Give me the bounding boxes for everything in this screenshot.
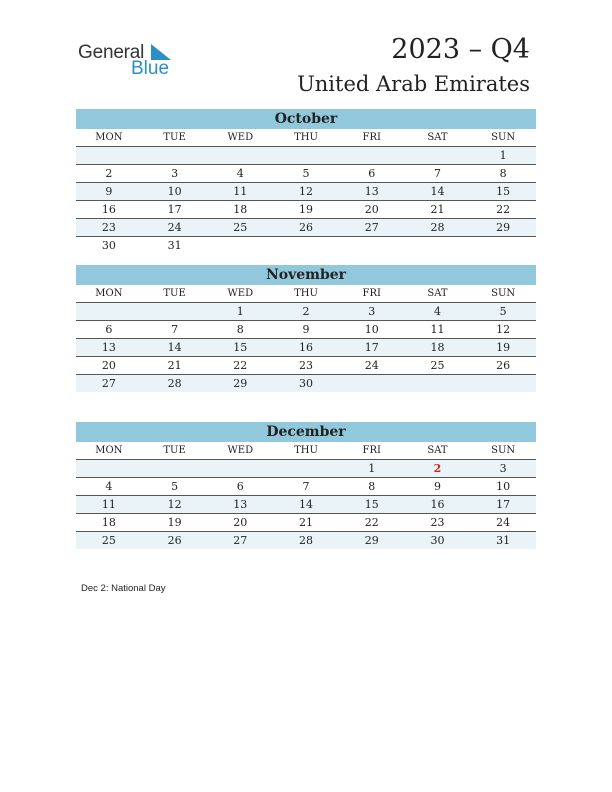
day-cell: 5 [302,167,310,180]
page-title: 2023 – Q4 [391,34,530,65]
day-cell: 10 [167,185,182,198]
day-cell: 3 [368,305,376,318]
day-cell [142,460,208,477]
weekday-label: WED [227,132,254,143]
week-row [76,147,536,165]
week-row [76,201,536,219]
day-cell: 6 [368,167,376,180]
day-cell: 18 [430,341,445,354]
day-cell: 27 [364,221,379,234]
day-cell: 21 [430,203,445,216]
week-row [76,532,536,549]
weekday-label: TUE [163,445,186,456]
weekday-label: THU [294,288,318,299]
day-cell: 8 [236,323,244,336]
day-cell [405,147,471,164]
day-cell [405,375,471,392]
day-cell: 13 [233,498,248,511]
day-cell [207,460,273,477]
weekday-label: TUE [163,132,186,143]
generalblue-logo [78,40,188,80]
day-cell: 27 [101,377,116,390]
day-cell: 2 [105,167,113,180]
day-cell: 14 [430,185,445,198]
day-cell: 26 [496,359,511,372]
day-cell: 1 [499,149,507,162]
weekday-label: THU [294,445,318,456]
week-row [76,460,536,478]
day-cell: 18 [101,516,116,529]
day-cell: 12 [496,323,511,336]
day-cell [470,237,536,254]
day-cell: 6 [105,323,113,336]
day-cell: 9 [433,480,441,493]
weekday-label: SAT [427,445,448,456]
day-cell: 7 [433,167,441,180]
holiday-day-cell: 2 [433,462,442,475]
day-cell: 30 [101,239,116,252]
day-cell: 25 [430,359,445,372]
day-cell [273,147,339,164]
day-cell [273,460,339,477]
day-cell: 12 [299,185,314,198]
day-cell: 13 [364,185,379,198]
day-cell: 1 [236,305,244,318]
day-cell: 10 [496,480,511,493]
day-cell: 20 [364,203,379,216]
month-title: December [76,422,536,442]
day-cell: 12 [167,498,182,511]
day-cell: 9 [302,323,310,336]
month-october [76,109,536,254]
weekday-label: MON [95,445,123,456]
month-november [76,265,536,392]
day-cell: 5 [499,305,507,318]
weekday-header-row [76,285,536,303]
day-cell: 22 [496,203,511,216]
day-cell: 13 [101,341,116,354]
day-cell: 24 [167,221,182,234]
country-subtitle: United Arab Emirates [297,72,530,96]
day-cell [470,375,536,392]
day-cell: 22 [233,359,248,372]
day-cell: 16 [299,341,314,354]
week-row [76,321,536,339]
weekday-header-row [76,129,536,147]
week-row [76,165,536,183]
day-cell: 31 [167,239,182,252]
day-cell: 9 [105,185,113,198]
day-cell: 6 [236,480,244,493]
day-cell: 4 [236,167,244,180]
day-cell: 2 [302,305,310,318]
day-cell: 29 [233,377,248,390]
day-cell: 19 [496,341,511,354]
day-cell: 20 [233,516,248,529]
weekday-label: SUN [491,445,516,456]
day-cell [207,147,273,164]
day-cell: 7 [171,323,179,336]
week-row [76,303,536,321]
weekday-label: WED [227,445,254,456]
weekday-label: SUN [491,132,516,143]
day-cell: 15 [496,185,511,198]
week-row [76,514,536,532]
day-cell: 5 [171,480,179,493]
weekday-label: MON [95,132,123,143]
weekday-label: WED [227,288,254,299]
day-cell: 26 [167,534,182,547]
day-cell: 17 [496,498,511,511]
day-cell: 17 [364,341,379,354]
day-cell: 17 [167,203,182,216]
day-cell [273,237,339,254]
logo-text-blue: Blue [131,58,170,79]
day-cell: 21 [299,516,314,529]
day-cell: 29 [496,221,511,234]
day-cell: 28 [430,221,445,234]
weekday-label: FRI [362,132,381,143]
day-cell: 15 [364,498,379,511]
weekday-label: SUN [491,288,516,299]
day-cell: 15 [233,341,248,354]
week-row [76,496,536,514]
week-row [76,183,536,201]
day-cell: 19 [167,516,182,529]
day-cell: 18 [233,203,248,216]
day-cell: 23 [430,516,445,529]
day-cell: 4 [433,305,441,318]
weekday-label: MON [95,288,123,299]
day-cell: 25 [101,534,116,547]
day-cell: 28 [299,534,314,547]
day-cell: 1 [368,462,376,475]
day-cell: 8 [499,167,507,180]
holiday-note: Dec 2: National Day [81,583,166,594]
day-cell: 20 [101,359,116,372]
day-cell: 31 [496,534,511,547]
day-cell: 22 [364,516,379,529]
week-row [76,339,536,357]
weekday-label: SAT [427,132,448,143]
day-cell [76,460,142,477]
day-cell [339,375,405,392]
weekday-label: TUE [163,288,186,299]
week-row [76,219,536,237]
day-cell: 24 [364,359,379,372]
day-cell: 23 [299,359,314,372]
day-cell [339,147,405,164]
day-cell: 19 [299,203,314,216]
day-cell: 24 [496,516,511,529]
day-cell: 11 [101,498,116,511]
day-cell [405,237,471,254]
day-cell [142,147,208,164]
weekday-label: SAT [427,288,448,299]
day-cell: 16 [430,498,445,511]
day-cell: 21 [167,359,182,372]
week-row [76,478,536,496]
day-cell: 11 [430,323,445,336]
weekday-label: FRI [362,445,381,456]
day-cell: 26 [299,221,314,234]
day-cell: 29 [364,534,379,547]
day-cell: 30 [430,534,445,547]
month-december [76,422,536,549]
day-cell: 3 [499,462,507,475]
month-title: October [76,109,536,129]
day-cell: 16 [101,203,116,216]
day-cell [76,147,142,164]
day-cell: 11 [233,185,248,198]
weekday-header-row [76,442,536,460]
week-row [76,375,536,392]
week-row [76,357,536,375]
day-cell [142,303,208,320]
day-cell: 3 [171,167,179,180]
day-cell: 28 [167,377,182,390]
day-cell [76,303,142,320]
logo-text-general: General [78,42,145,63]
weekday-label: FRI [362,288,381,299]
day-cell: 27 [233,534,248,547]
day-cell: 23 [101,221,116,234]
day-cell: 25 [233,221,248,234]
day-cell: 4 [105,480,113,493]
day-cell: 14 [299,498,314,511]
day-cell [339,237,405,254]
day-cell: 14 [167,341,182,354]
day-cell: 7 [302,480,310,493]
day-cell: 30 [299,377,314,390]
weekday-label: THU [294,132,318,143]
day-cell [207,237,273,254]
week-row [76,237,536,254]
day-cell: 10 [364,323,379,336]
day-cell: 8 [368,480,376,493]
month-title: November [76,265,536,285]
